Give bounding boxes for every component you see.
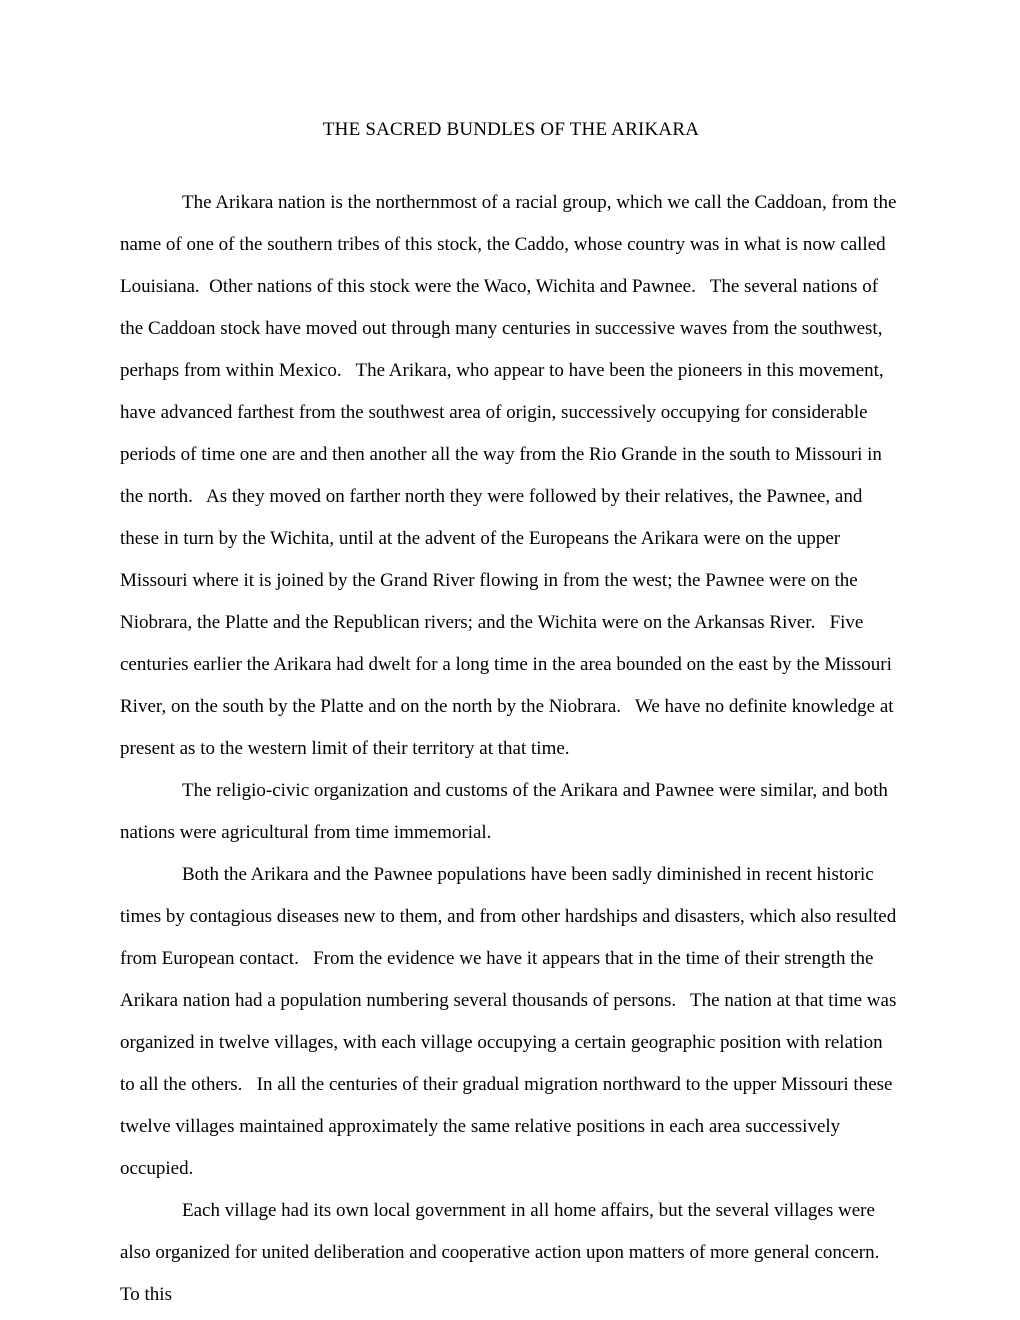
document-body <box>120 182 902 1316</box>
paragraph: Each village had its own local government in all home affairs, but the several villages were also organized for united deliberation and cooperative action upon matters of more general concern. To this <box>120 1200 894 1305</box>
paragraph: The Arikara nation is the northernmost of a racial group, which we call the Caddoan, from the name of one of the southern tribes of this stock, the Caddo, whose country was in what is now called Louisiana. Other nations of this stock were the Waco, Wichita and Pawnee. The several nations of the Caddoan stock have moved out through many centuries in successive waves from the southwest, perhaps from within Mexico. The Arikara, who appear to have been the pioneers in this movement, have advanced farthest from the southwest area of origin, successively occupying for considerable periods of time one are and then another all the way from the Rio Grande in the south to Missouri in the north. As they moved on farther north they were followed by their relatives, the Pawnee, and these in turn by the Wichita, until at the advent of the Europeans the Arikara were on the upper Missouri where it is joined by the Grand River flowing in from the west; the Pawnee were on the Niobrara, the Platte and the Republican rivers; and the Wichita were on the Arkansas River. Five centuries earlier the Arikara had dwelt for a long time in the area bounded on the east by the Missouri River, on the south by the Platte and on the north by the Niobrara. We have no definite knowledge at present as to the western limit of their territory at that time. <box>120 192 902 759</box>
paragraph: Both the Arikara and the Pawnee populations have been sadly diminished in recent historic times by contagious diseases new to them, and from other hardships and disasters, which also resulted from European contact. From the evidence we have it appears that in the time of their strength the Arikara nation had a population numbering several thousands of persons. The nation at that time was organized in twelve villages, with each village occupying a certain geographic position with relation to all the others. In all the centuries of their gradual migration northward to the upper Missouri these twelve villages maintained approximately the same relative positions in each area successively occupied. <box>120 864 902 1179</box>
page-title: THE SACRED BUNDLES OF THE ARIKARA <box>322 119 700 140</box>
paragraph: The religio-civic organization and customs of the Arikara and Pawnee were similar, and both nations were agricultural from time immemorial. <box>120 780 893 843</box>
